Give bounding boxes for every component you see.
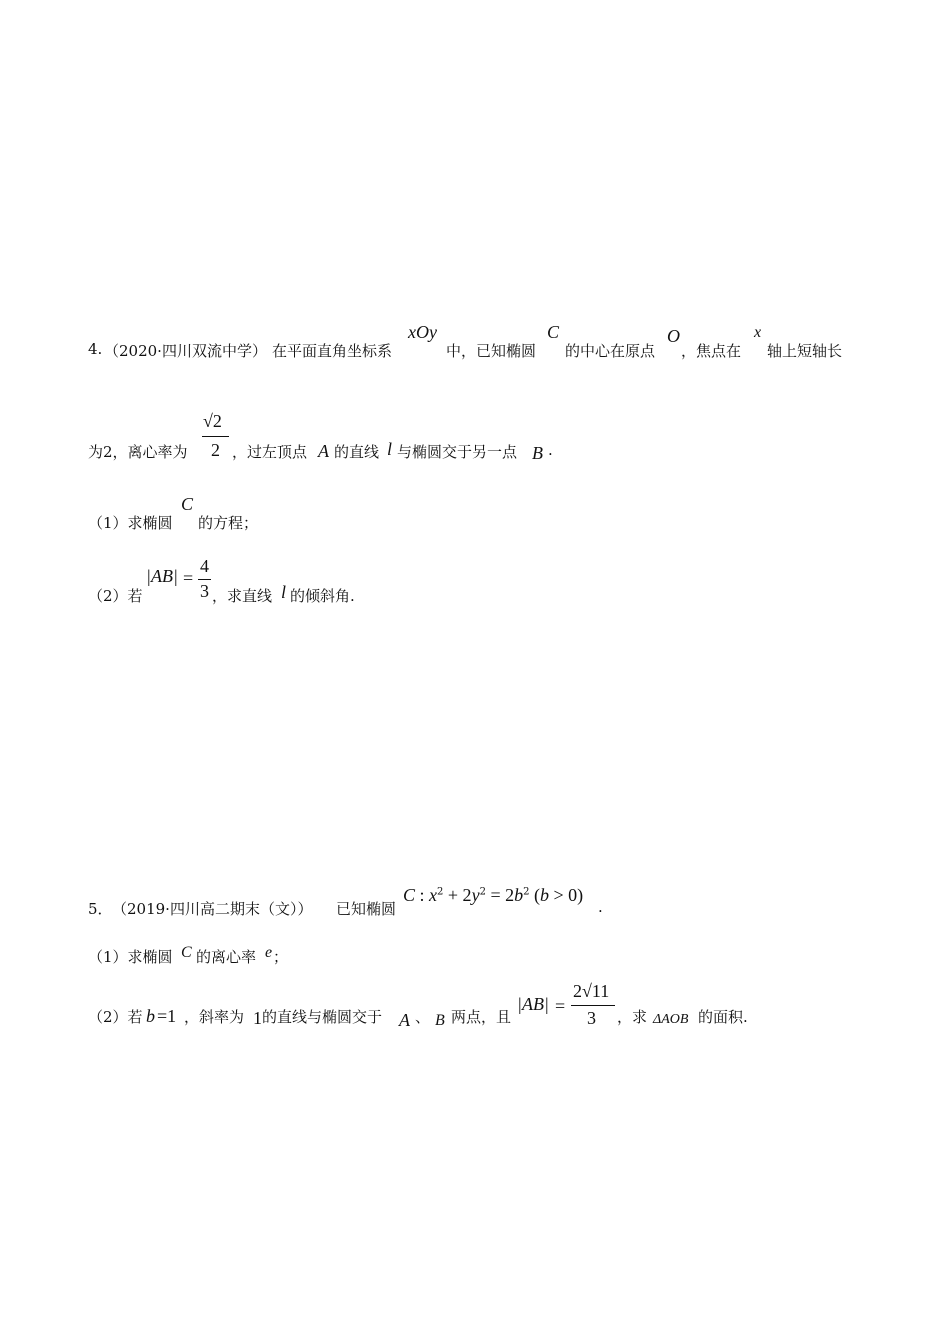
q5-eq-y: y	[471, 885, 480, 905]
q5-part2-math-b: b	[146, 1006, 155, 1026]
q5-part1-label: （1）求椭圆	[88, 948, 173, 966]
q4-math-x: x	[754, 324, 762, 341]
q4-part2-denominator: 3	[200, 581, 209, 601]
q5-part1-end: ；	[273, 948, 289, 966]
q5-ellipse-equation	[403, 885, 583, 906]
q5-part2-text-4: ，求	[617, 1008, 648, 1026]
q5-part2-triangle: ΔAOB	[653, 1012, 689, 1027]
q5-eq-colon: :	[415, 885, 430, 905]
q4-source: （2020·四川双流中学）	[104, 342, 267, 360]
q4-math-c: C	[547, 322, 560, 342]
q4-part2-abs-ab: |AB|	[146, 566, 178, 586]
q4-text-6: 为2，离心率为	[88, 443, 188, 461]
q5-part2-fraction-bar	[571, 1005, 615, 1006]
q4-ecc-fraction-bar	[202, 436, 229, 437]
q5-part2-abs-ab: |AB|	[517, 994, 549, 1014]
q5-part2-equals: =	[555, 996, 566, 1016]
q4-part1-text: 的方程；	[198, 514, 259, 532]
q4-ecc-denominator: 2	[211, 440, 220, 460]
q5-part2-sep: 、	[415, 1008, 431, 1026]
q4-part2-equals: =	[183, 568, 194, 588]
q4-math-xoy: xOy	[408, 322, 437, 342]
q4-text-3: 的中心在原点	[565, 342, 656, 360]
q5-part2-numerator: 2√11	[573, 981, 610, 1001]
q5-eq-sup-2: 2	[479, 886, 486, 898]
q4-text-5: 轴上短轴长	[767, 342, 843, 360]
q5-part2-math-b-point: B	[435, 1012, 445, 1029]
q4-text-9: 与椭圆交于另一点	[397, 443, 518, 461]
q5-eq-cond-open: (	[529, 885, 540, 905]
q5-part1-math-e: e	[265, 944, 273, 961]
q5-part2-text-3: 两点，且	[451, 1008, 512, 1026]
q4-part2-fraction-bar	[198, 579, 211, 580]
q5-eq-sup-3: 2	[523, 886, 530, 898]
q4-number: 4.	[88, 340, 103, 358]
q5-text-1: 已知椭圆	[336, 900, 397, 918]
q5-source: （2019·四川高二期末（文））	[112, 900, 313, 918]
q5-eq-cond-rest: > 0)	[548, 885, 584, 905]
q5-number: 5．	[88, 900, 113, 918]
q4-part1-label: （1）求椭圆	[88, 514, 173, 532]
q5-part2-denominator: 3	[587, 1008, 596, 1028]
q4-text-4: ，焦点在	[681, 342, 742, 360]
q4-text-1: 在平面直角坐标系	[272, 342, 393, 360]
q4-math-b: B	[532, 443, 543, 463]
q5-eq-x: x	[429, 885, 438, 905]
q5-part1-text: 的离心率	[196, 948, 257, 966]
q5-eq-equals: = 2	[485, 885, 515, 905]
q4-part2-text-1: ，求直线	[212, 587, 273, 605]
q4-part2-label: （2）若	[88, 587, 143, 605]
q4-text-7: ，过左顶点	[232, 443, 308, 461]
q5-end: .	[598, 898, 603, 916]
q5-eq-cond-b: b	[539, 885, 549, 905]
q5-part2-b-equals: =1	[157, 1006, 177, 1026]
q4-ecc-numerator: √2	[203, 411, 222, 431]
q5-part1-math-c: C	[181, 944, 192, 961]
q5-eq-c: C	[403, 885, 416, 905]
q5-eq-plus: + 2	[443, 885, 472, 905]
q5-part2-text-2: 的直线与椭圆交于	[262, 1008, 383, 1026]
q5-eq-sup-1: 2	[437, 886, 444, 898]
q4-math-l: l	[387, 439, 393, 459]
q4-part1-math-c: C	[181, 494, 194, 514]
q4-part2-math-l: l	[281, 582, 287, 602]
q5-part2-text-5: 的面积.	[698, 1008, 748, 1026]
q4-text-8: 的直线	[334, 443, 380, 461]
q4-part2-numerator: 4	[200, 556, 209, 576]
q4-part2-text-2: 的倾斜角.	[290, 587, 355, 605]
q5-part2-text-1: ，斜率为	[184, 1008, 245, 1026]
q5-part2-slope: 1	[253, 1008, 262, 1028]
q5-part2-label: （2）若	[88, 1008, 143, 1026]
q4-math-a: A	[318, 441, 329, 461]
q4-math-o: O	[667, 326, 680, 346]
q4-text-10: .	[548, 441, 553, 459]
q5-eq-b: b	[514, 885, 524, 905]
q4-text-2: 中，已知椭圆	[446, 342, 537, 360]
q5-part2-math-a: A	[399, 1010, 410, 1030]
